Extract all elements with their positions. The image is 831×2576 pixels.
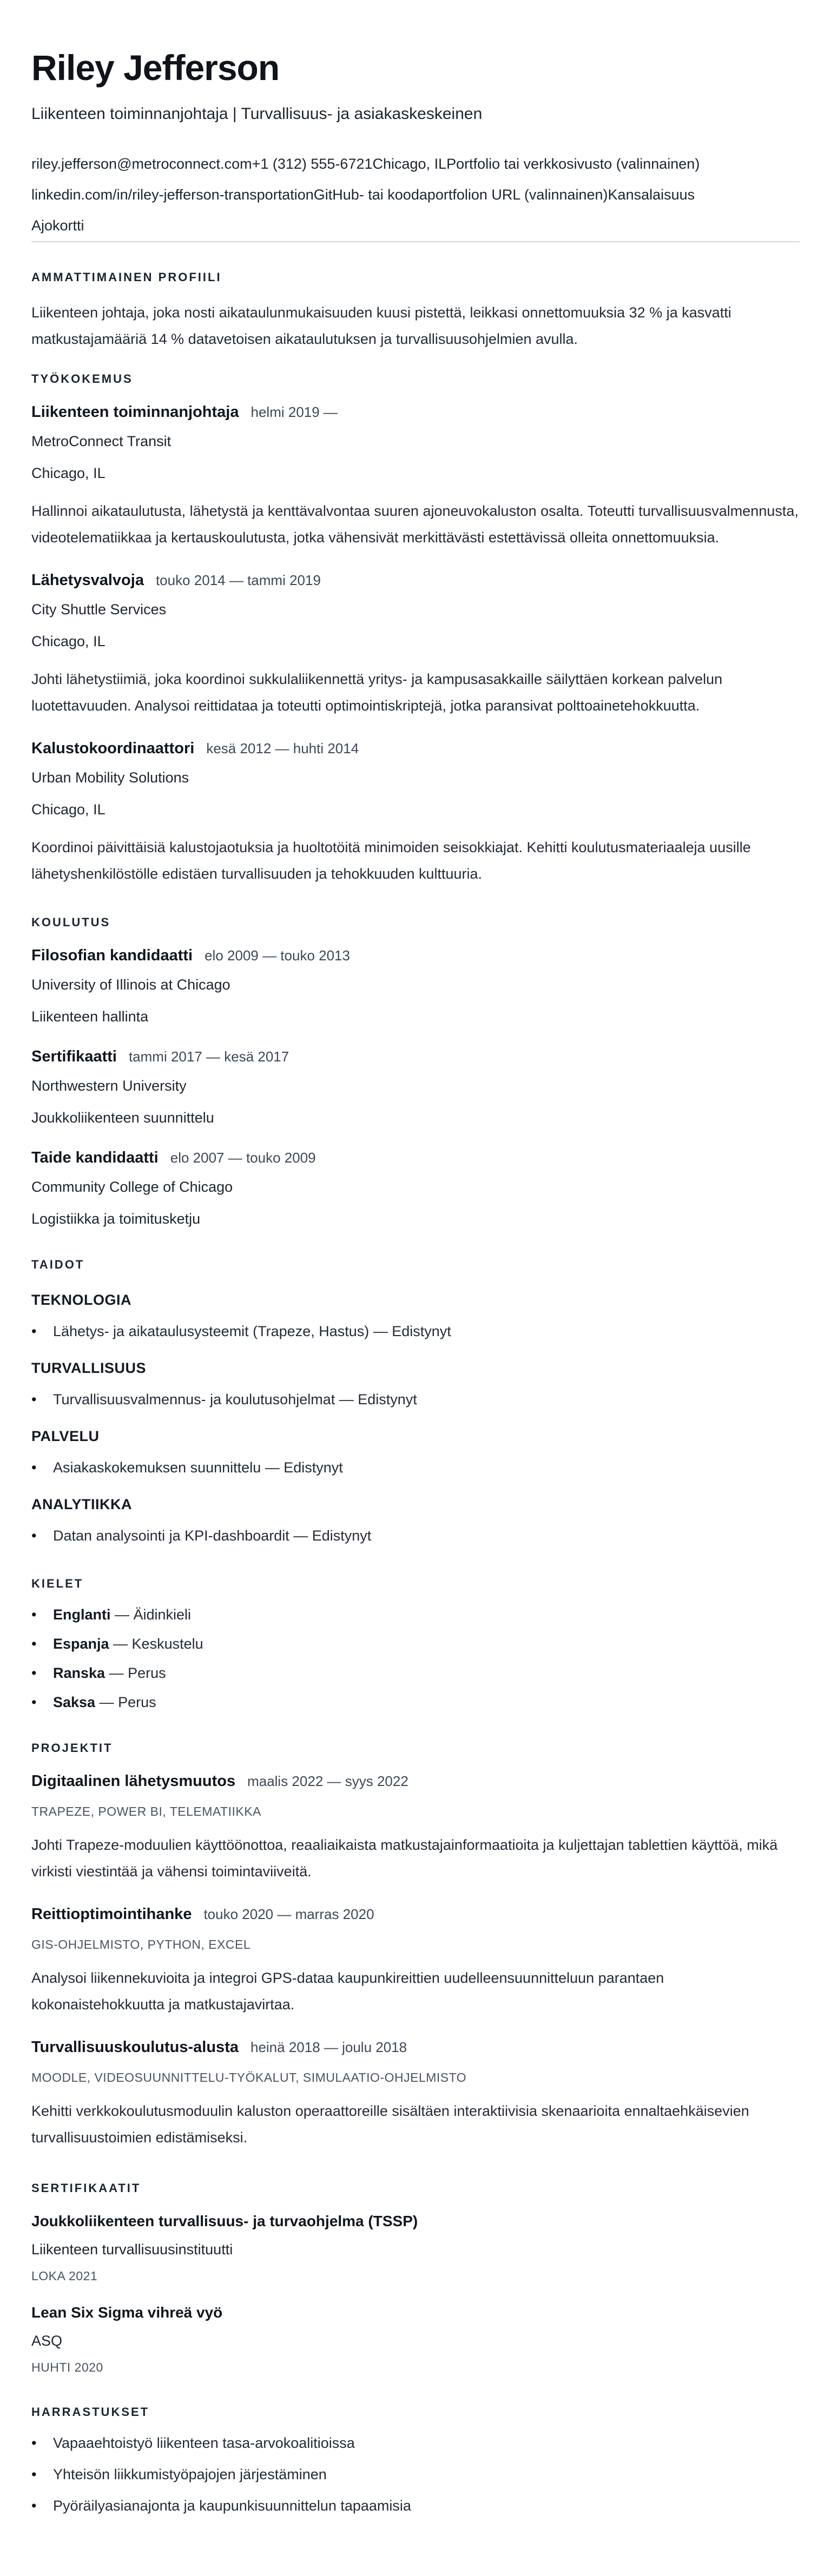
job-company: City Shuttle Services <box>31 601 167 618</box>
section-projects <box>31 1741 800 2151</box>
bullet-icon: • <box>31 1694 37 1711</box>
language-level: — Äidinkieli <box>110 1606 192 1623</box>
project-entry <box>31 2037 800 2151</box>
education-dates: elo 2007 — touko 2009 <box>170 1150 316 1166</box>
skill-category <box>31 1428 800 1476</box>
section-experience <box>31 372 800 887</box>
project-dates: heinä 2018 — joulu 2018 <box>250 2039 407 2056</box>
job-entry <box>31 739 800 887</box>
certification-date: LOKA 2021 <box>31 2269 98 2283</box>
bullet-icon: • <box>31 1636 37 1652</box>
skill-item-text: Datan analysointi ja KPI-dashboardit — Edistynyt <box>53 1528 372 1544</box>
certification-title-row <box>31 2212 800 2234</box>
section-title-hobbies: HARRASTUKSET <box>31 2405 150 2419</box>
skill-category-name: PALVELU <box>31 1428 100 1445</box>
education-dates: tammi 2017 — kesä 2017 <box>128 1048 289 1065</box>
job-location: Chicago, IL <box>31 801 105 818</box>
language-name: Saksa <box>53 1694 96 1711</box>
language-level: — Perus <box>105 1665 166 1682</box>
hobby-item <box>31 2466 800 2483</box>
section-title-projects: PROJEKTIT <box>31 1741 113 1755</box>
bullet-icon: • <box>31 1323 37 1340</box>
bullet-icon: • <box>31 1665 37 1682</box>
hobby-text: Pyöräilyasianajonta ja kaupunkisuunnittelun tapaamisia <box>53 2498 411 2514</box>
job-entry <box>31 570 800 719</box>
contact-phone: +1 (312) 555-6721 <box>252 156 373 172</box>
profile-summary: Liikenteen johtaja, joka nosti aikataulunmukaisuuden kuusi pistettä, leikkasi onnettomuuksia 32 % ja kasvatti matkustajamääriä 14 % datavetoisen aikataulutuksen ja turvallisuusohjelmien avulla. <box>31 304 731 348</box>
bullet-icon: • <box>31 1528 37 1544</box>
project-dates: maalis 2022 — syys 2022 <box>247 1773 408 1790</box>
education-entry <box>31 946 800 1025</box>
job-title-row <box>31 402 800 424</box>
project-entry <box>31 1771 800 1885</box>
contact-location: Chicago, IL <box>372 156 447 172</box>
skill-list <box>31 1323 800 1340</box>
language-level: — Keskustelu <box>109 1636 203 1652</box>
education-title-row <box>31 1047 800 1069</box>
language-item <box>31 1694 800 1711</box>
contact-linkedin: linkedin.com/in/riley-jefferson-transportation <box>31 187 314 203</box>
job-dates: helmi 2019 — <box>250 404 338 421</box>
certification-issuer: ASQ <box>31 2333 63 2349</box>
skill-category <box>31 1359 800 1408</box>
language-item <box>31 1635 800 1652</box>
project-entry <box>31 1904 800 2018</box>
project-description: Johti Trapeze-moduulien käyttöönottoa, reaaliaikaista matkustajainformaatioita ja kuljettajan tablettien käyttöä, mikä virkisti viestintää ja vähensi toimintaviiveitä. <box>31 1837 778 1880</box>
project-description: Kehitti verkkokoulutusmoduulin kaluston operaattoreille sisältäen interaktiivisia skenaarioita ennaltaehkäisevien turvallisuustoimien edistämiseksi. <box>31 2103 749 2146</box>
certification-issuer: Liikenteen turvallisuusinstituutti <box>31 2241 233 2258</box>
section-education <box>31 915 800 1227</box>
section-title-experience: TYÖKOKEMUS <box>31 372 133 386</box>
section-title-languages: KIELET <box>31 1577 84 1591</box>
section-title-profile: AMMATTIMAINEN PROFIILI <box>31 270 222 284</box>
section-title-skills: TAIDOT <box>31 1258 85 1272</box>
job-title-row <box>31 570 800 593</box>
section-languages <box>31 1577 800 1711</box>
project-name: Reittioptimointihanke <box>31 1906 192 1923</box>
hobby-text: Yhteisön liikkumistyöpajojen järjestäminen <box>53 2466 327 2483</box>
job-role: Kalustokoordinaattori <box>31 740 195 758</box>
education-school: Northwestern University <box>31 1078 187 1094</box>
education-field: Liikenteen hallinta <box>31 1008 149 1025</box>
section-certifications <box>31 2181 800 2375</box>
certification-name: Joukkoliikenteen turvallisuus- ja turvaohjelma (TSSP) <box>31 2213 418 2230</box>
section-hobbies <box>31 2405 800 2514</box>
project-title-row <box>31 2037 800 2060</box>
skill-category-name: ANALYTIIKKA <box>31 1496 133 1513</box>
skill-item <box>31 1459 800 1476</box>
project-title-row <box>31 1771 800 1794</box>
education-degree: Filosofian kandidaatti <box>31 947 193 965</box>
language-item <box>31 1606 800 1623</box>
contact-line <box>31 210 800 241</box>
certification-title-row <box>31 2303 800 2325</box>
skill-category-name: TURVALLISUUS <box>31 1360 147 1377</box>
certification-date: HUHTI 2020 <box>31 2360 103 2375</box>
section-profile <box>31 270 800 353</box>
skill-category-name: TEKNOLOGIA <box>31 1292 131 1309</box>
education-dates: elo 2009 — touko 2013 <box>205 947 350 964</box>
job-description: Koordinoi päivittäisiä kalustojaotuksia ja huoltotöitä minimoiden seisokkiajat. Kehitti koulutusmateriaaleja uusille lähetyshenkilöstölle edistäen turvallisuuden ja tehokkuuden kulttuuria. <box>31 839 751 882</box>
education-degree: Taide kandidaatti <box>31 1149 159 1167</box>
job-entry <box>31 402 800 551</box>
contact-citizenship-label: Kansalaisuus <box>608 187 695 203</box>
person-headline: Liikenteen toiminnanjohtaja | Turvallisuus- ja asiakaskeskeinen <box>31 105 483 123</box>
skill-item-text: Asiakaskokemuksen suunnittelu — Edistynyt <box>53 1459 343 1476</box>
person-name: Riley Jefferson <box>31 48 280 88</box>
project-dates: touko 2020 — marras 2020 <box>203 1906 374 1923</box>
bullet-icon: • <box>31 2466 37 2483</box>
skill-category <box>31 1291 800 1340</box>
language-name: Englanti <box>53 1606 111 1623</box>
hobby-text: Vapaaehtoistyö liikenteen tasa-arvokoalitioissa <box>53 2435 355 2452</box>
skill-list <box>31 1391 800 1408</box>
language-text <box>53 1664 166 1682</box>
language-text <box>53 1694 156 1711</box>
skill-item <box>31 1527 800 1544</box>
skill-item-text: Lähetys- ja aikataulusysteemit (Trapeze, Hastus) — Edistynyt <box>53 1323 451 1340</box>
language-name: Ranska <box>53 1665 105 1682</box>
resume-header <box>31 49 800 241</box>
skill-list <box>31 1459 800 1476</box>
project-name: Digitaalinen lähetysmuutos <box>31 1772 236 1790</box>
hobby-item <box>31 2497 800 2514</box>
bullet-icon: • <box>31 2435 37 2452</box>
contact-email: riley.jefferson@metroconnect.com <box>31 156 252 172</box>
job-company: MetroConnect Transit <box>31 433 172 450</box>
section-skills <box>31 1258 800 1544</box>
bullet-icon: • <box>31 1606 37 1623</box>
education-entry <box>31 1047 800 1126</box>
education-title-row <box>31 1148 800 1170</box>
project-stack: TRAPEZE, POWER BI, TELEMATIIKKA <box>31 1804 261 1819</box>
education-entry <box>31 1148 800 1227</box>
header-divider <box>31 241 800 242</box>
skill-item-text: Turvallisuusvalmennus- ja koulutusohjelmat — Edistynyt <box>53 1391 417 1408</box>
language-level: — Perus <box>95 1694 156 1711</box>
education-degree: Sertifikaatti <box>31 1048 117 1066</box>
job-company: Urban Mobility Solutions <box>31 769 189 786</box>
skill-item <box>31 1323 800 1340</box>
language-text <box>53 1635 203 1652</box>
job-dates: touko 2014 — tammi 2019 <box>155 572 321 589</box>
education-field: Logistiikka ja toimitusketju <box>31 1211 201 1227</box>
project-stack: MOODLE, VIDEOSUUNNITTELU-TYÖKALUT, SIMULAATIO-OHJELMISTO <box>31 2070 467 2085</box>
job-description: Hallinnoi aikataulutusta, lähetystä ja kenttävalvontaa suuren ajoneuvokaluston osalta. Toteutti turvallisuusvalmennusta, videotelematiikkaa ja kertauskoulutusta, jotka vähensivät merkittävästi estettävissä olleita onnettomuuksia. <box>31 503 799 546</box>
certification-entry <box>31 2303 800 2375</box>
job-description: Johti lähetystiimiä, joka koordinoi sukkulaliikennettä yritys- ja kampusasakkaille säilyttäen korkean palvelun luotettavuuden. Analysoi reittidataa ja toteutti optimointiskriptejä, jotka paransivat polttoainetehokkuutta. <box>31 671 723 714</box>
job-role: Lähetysvalvoja <box>31 572 144 589</box>
contact-portfolio-placeholder: Portfolio tai verkkosivusto (valinnainen) <box>446 156 700 172</box>
language-text <box>53 1606 191 1623</box>
skill-list <box>31 1527 800 1544</box>
contact-github-placeholder: GitHub- tai koodaportfolion URL (valinnainen) <box>313 187 608 203</box>
language-item <box>31 1664 800 1682</box>
contact-line <box>31 180 800 210</box>
section-title-education: KOULUTUS <box>31 915 111 930</box>
education-school: Community College of Chicago <box>31 1179 233 1196</box>
skill-category <box>31 1496 800 1544</box>
project-stack: GIS-OHJELMISTO, PYTHON, EXCEL <box>31 1937 251 1952</box>
job-location: Chicago, IL <box>31 465 105 482</box>
project-name: Turvallisuuskoulutus-alusta <box>31 2039 239 2056</box>
education-title-row <box>31 946 800 968</box>
language-name: Espanja <box>53 1636 109 1652</box>
section-title-certifications: SERTIFIKAATIT <box>31 2181 141 2195</box>
skill-item <box>31 1391 800 1408</box>
certification-name: Lean Six Sigma vihreä vyö <box>31 2304 223 2321</box>
contact-line <box>31 149 800 180</box>
job-dates: kesä 2012 — huhti 2014 <box>206 740 359 757</box>
job-location: Chicago, IL <box>31 633 105 650</box>
language-list <box>31 1606 800 1711</box>
certification-entry <box>31 2212 800 2283</box>
project-description: Analysoi liikennekuvioita ja integroi GPS-dataa kaupunkireittien uudelleensuunnitteluun parantaen kokonaistehokkuutta ja matkustajavirtaa. <box>31 1970 664 2013</box>
contact-drivers-license-label: Ajokortti <box>31 217 84 234</box>
bullet-icon: • <box>31 1459 37 1476</box>
project-title-row <box>31 1904 800 1927</box>
job-role: Liikenteen toiminnanjohtaja <box>31 403 239 421</box>
hobby-item <box>31 2434 800 2452</box>
bullet-icon: • <box>31 2498 37 2514</box>
bullet-icon: • <box>31 1391 37 1408</box>
hobby-list <box>31 2434 800 2514</box>
education-field: Joukkoliikenteen suunnittelu <box>31 1110 214 1126</box>
education-school: University of Illinois at Chicago <box>31 977 230 993</box>
contact-block <box>31 149 800 241</box>
job-title-row <box>31 739 800 761</box>
